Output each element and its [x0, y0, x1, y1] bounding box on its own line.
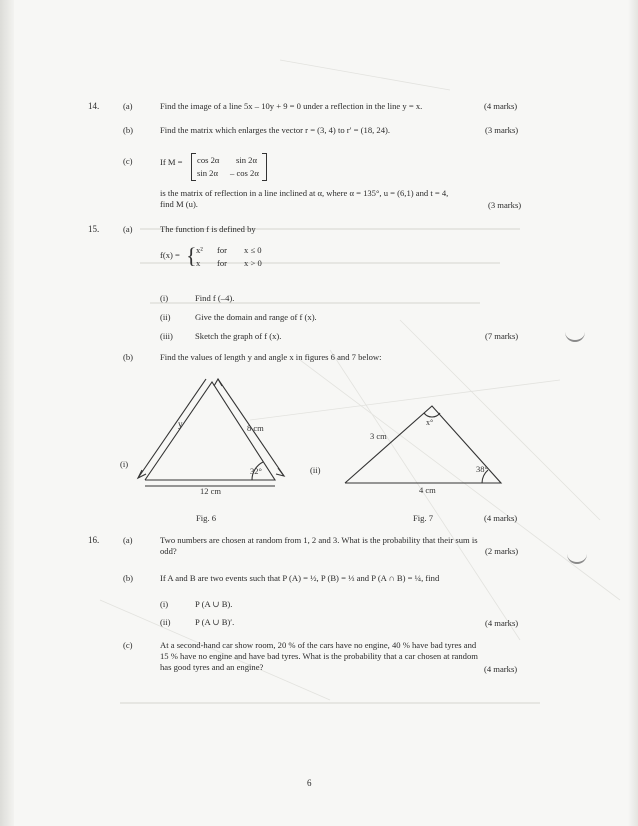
fig6-base: 12 cm [200, 486, 222, 496]
marks-label: (2 marks) [485, 546, 519, 556]
marks-label: (4 marks) [484, 101, 518, 111]
subpart-label: (ii) [160, 617, 171, 627]
question-text: If M = [160, 157, 183, 167]
question-text: The function f is defined by [160, 224, 256, 234]
subpart-label: (iii) [160, 331, 173, 341]
part-label: (c) [123, 156, 133, 166]
question-text: P (A ∪ B). [195, 599, 233, 609]
question-text: P (A ∪ B)′. [195, 617, 235, 627]
subpart-label: (i) [160, 293, 169, 303]
part-label: (a) [123, 535, 133, 545]
piecewise-expr: x [196, 258, 201, 268]
figure-caption: Fig. 6 [196, 513, 217, 523]
marks-label: (4 marks) [484, 664, 518, 674]
piecewise-cond: x > 0 [244, 258, 262, 268]
marks-label: (3 marks) [485, 125, 519, 135]
question-text: Give the domain and range of f (x). [195, 312, 317, 322]
matrix-entry: sin 2α [197, 168, 218, 178]
question-text: Two numbers are chosen at random from 1, 2 and 3. What is the probability that their sum is [160, 535, 478, 545]
matrix-bracket-right [262, 153, 267, 181]
question-number: 16. [88, 535, 100, 545]
part-label: (a) [123, 101, 133, 111]
piecewise-brace: { [186, 243, 197, 268]
question-text: At a second-hand car show room, 20 % of the cars have no engine, 40 % have bad tyres and [160, 640, 477, 650]
part-label: (a) [123, 224, 133, 234]
fig7-angle-38: 38° [476, 464, 488, 474]
marks-label: (3 marks) [488, 200, 522, 210]
page-number: 6 [307, 778, 312, 788]
question-text: Find f (–4). [195, 293, 235, 303]
question-number: 14. [88, 101, 100, 111]
scan-edge-right [628, 0, 638, 826]
figure-part-label: (i) [120, 459, 129, 469]
subpart-label: (ii) [160, 312, 171, 322]
question-text: Find the image of a line 5x – 10y + 9 = 0 under a reflection in the line y = x. [160, 101, 423, 111]
figure-caption: Fig. 7 [413, 513, 434, 523]
question-text: Find the values of length y and angle x in figures 6 and 7 below: [160, 352, 382, 362]
matrix-bracket-left [191, 153, 196, 181]
scan-edge-left [0, 0, 14, 826]
part-label: (c) [123, 640, 133, 650]
fig6-label-8cm: 8 cm [247, 423, 264, 433]
figure-part-label: (ii) [310, 465, 321, 475]
question-text: 15 % have no engine and have bad tyres. What is the probability that a car chosen at random [160, 651, 478, 661]
question-text: find M (u). [160, 199, 198, 209]
piecewise-for: for [217, 258, 228, 268]
part-label: (b) [123, 125, 134, 135]
question-number: 15. [88, 224, 100, 234]
function-lhs: f(x) = [160, 250, 180, 260]
matrix-entry: – cos 2α [230, 168, 259, 178]
question-text: Find the matrix which enlarges the vector r = (3, 4) to r′ = (18, 24). [160, 125, 391, 135]
question-text: If A and B are two events such that P (A) = ½, P (B) = ⅓ and P (A ∩ B) = ¼, find [160, 573, 440, 583]
fig7-angle-x: x° [426, 418, 434, 427]
question-text: is the matrix of reflection in a line inclined at α, where α = 135°, u = (6,1) and t = 4, [160, 188, 449, 198]
figure-6-triangle [100, 370, 300, 500]
marks-label: (4 marks) [484, 513, 518, 523]
fig7-base: 4 cm [419, 485, 436, 495]
fig6-angle: 32° [250, 466, 262, 476]
matrix-entry: sin 2α [236, 155, 257, 165]
piecewise-expr: x² [196, 245, 203, 255]
marks-label: (7 marks) [485, 331, 519, 341]
question-text: odd? [160, 546, 177, 556]
matrix-entry: cos 2α [197, 155, 220, 165]
marks-label: (4 marks) [485, 618, 519, 628]
figure-7-triangle [340, 400, 510, 495]
part-label: (b) [123, 352, 134, 362]
fig6-label-y: y [178, 419, 183, 429]
piecewise-for: for [217, 245, 228, 255]
fig7-label-3cm: 3 cm [370, 431, 387, 441]
part-label: (b) [123, 573, 134, 583]
subpart-label: (i) [160, 599, 169, 609]
piecewise-cond: x ≤ 0 [244, 245, 262, 255]
question-text: Sketch the graph of f (x). [195, 331, 282, 341]
question-text: has good tyres and an engine? [160, 662, 264, 672]
